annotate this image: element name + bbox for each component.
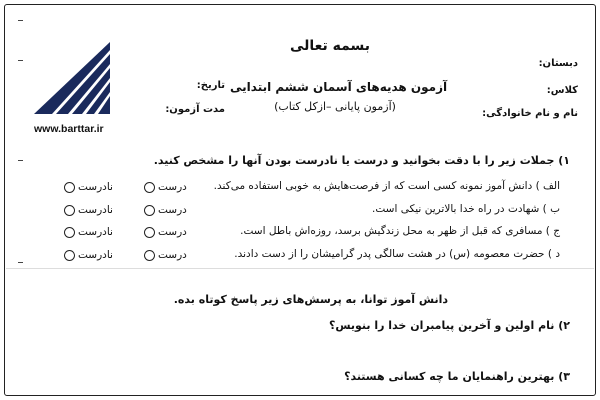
margin-tick (18, 262, 23, 263)
option-label: درست (158, 249, 187, 261)
radio-circle-icon[interactable] (64, 182, 75, 193)
exam-title: آزمون هدیه‌های آسمان ششم ابتدایی (230, 80, 448, 94)
option-false-d[interactable] (64, 249, 113, 261)
statement-c: ج ) مسافری که قبل از ظهر به محل زندگیش برسد، روزه‌اش باطل است. (240, 225, 560, 237)
option-label: درست (158, 204, 187, 216)
duration-label: مدت آزمون: (165, 104, 225, 115)
option-false-a[interactable] (64, 181, 113, 193)
radio-circle-icon[interactable] (144, 205, 155, 216)
margin-tick (18, 20, 23, 21)
section-divider (6, 268, 594, 269)
margin-tick (18, 60, 23, 61)
radio-circle-icon[interactable] (144, 182, 155, 193)
statement-d: د ) حضرت معصومه (س) در هشت سالگی پدر گرامیشان را از دست دادند. (234, 248, 560, 260)
option-label: نادرست (78, 249, 113, 261)
radio-circle-icon[interactable] (144, 227, 155, 238)
option-false-c[interactable] (64, 226, 113, 238)
option-label: نادرست (78, 204, 113, 216)
radio-circle-icon[interactable] (64, 227, 75, 238)
question-3: ۳) بهترین راهنمایان ما چه کسانی هستند؟ (344, 370, 570, 383)
name-label: نام و نام خانوادگی: (482, 108, 578, 119)
option-label: نادرست (78, 226, 113, 238)
barttar-logo-icon (32, 40, 114, 118)
question-2: ۲) نام اولین و آخرین پیامبران خدا را بنویس؟ (328, 319, 570, 332)
statement-b: ب ) شهادت در راه خدا بالاترین نیکی است. (372, 203, 560, 215)
option-true-a[interactable] (144, 181, 187, 193)
page-title: بسمه تعالی (289, 38, 371, 54)
option-true-d[interactable] (144, 249, 187, 261)
radio-circle-icon[interactable] (144, 250, 155, 261)
site-url: www.barttar.ir (34, 123, 104, 135)
option-label: نادرست (78, 181, 113, 193)
question-1: ۱) جملات زیر را با دقت بخوانید و درست یا نادرست بودن آنها را مشخص کنید. (153, 154, 570, 167)
exam-subtitle: (آزمون پایانی –ازکل کتاب) (274, 100, 396, 113)
school-label: دبستان: (538, 58, 578, 69)
option-label: درست (158, 226, 187, 238)
margin-tick (18, 160, 23, 161)
date-label: تاریخ: (196, 80, 225, 91)
option-true-c[interactable] (144, 226, 187, 238)
option-true-b[interactable] (144, 204, 187, 216)
radio-circle-icon[interactable] (64, 250, 75, 261)
option-false-b[interactable] (64, 204, 113, 216)
radio-circle-icon[interactable] (64, 205, 75, 216)
statement-a: الف ) دانش آموز نمونه کسی است که از فرصت‌هایش به خوبی استفاده می‌کند. (213, 180, 560, 192)
class-label: کلاس: (546, 85, 578, 96)
section-2-intro: دانش آموز توانا، به پرسش‌های زیر پاسخ کوتاه بده. (173, 293, 448, 306)
option-label: درست (158, 181, 187, 193)
